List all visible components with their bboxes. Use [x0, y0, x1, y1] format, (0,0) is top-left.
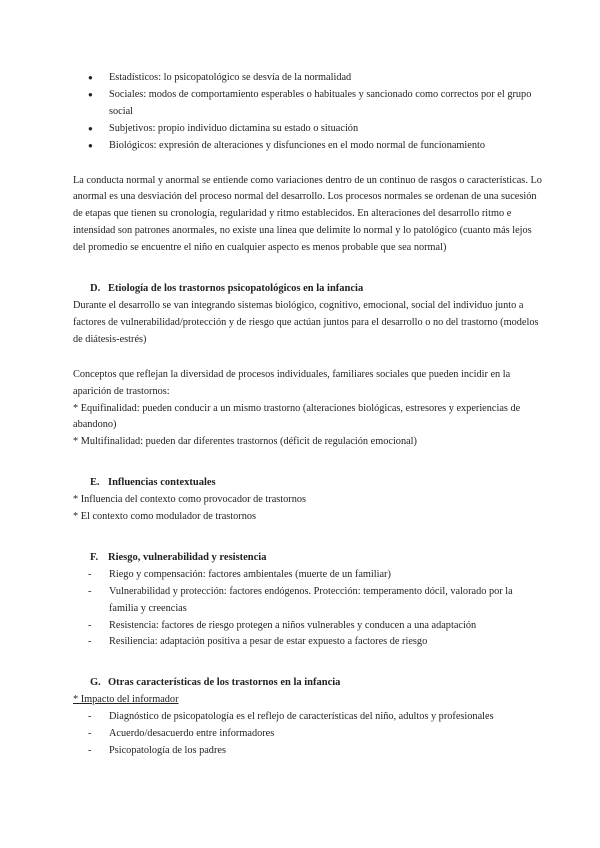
list-item: ● Sociales: modos de comportamiento esperables o habituales y sancionado como correctos por el grupo social — [88, 88, 532, 117]
risk-list — [73, 567, 543, 652]
informant-list — [73, 709, 543, 760]
list-item: ● Estadísticos: lo psicopatológico se desvía de la normalidad — [73, 70, 543, 87]
bullet-icon: ● — [88, 123, 93, 133]
bullet-icon: ● — [88, 140, 93, 150]
list-item: - Riego y compensación: factores ambientales (muerte de un familiar) — [73, 567, 543, 584]
section-d-heading: D. Etiología de los trastornos psicopatológicos en la infancia — [90, 283, 364, 295]
dash-icon: - — [88, 711, 92, 723]
document-body — [73, 70, 543, 760]
section-d-concepts: Conceptos que reflejan la diversidad de procesos individuales, familiares sociales que pueden incidir en la aparición de trastornos: — [73, 368, 511, 397]
bullet-icon: ● — [88, 89, 93, 99]
dash-icon: - — [88, 568, 92, 580]
section-g-heading: G. Otras características de los trastornos en la infancia — [90, 677, 341, 689]
dash-icon: - — [88, 636, 92, 648]
bullet-icon: ● — [88, 73, 93, 82]
informant-subheading: * Impacto del informador — [73, 694, 179, 706]
context-line: * El contexto como modulador de trastornos — [73, 511, 257, 523]
dash-icon: - — [88, 619, 92, 631]
list-item: ● Subjetivos: propio individuo dictamina su estado o situación — [73, 121, 543, 138]
list-item: - Resistencia: factores de riesgo protegen a niños vulnerables y conducen a una adaptación — [73, 618, 543, 635]
section-d-paragraph: Durante el desarrollo se van integrando sistemas biológico, cognitivo, emocional, social del individuo junto a factores de vulnerabilidad/protección y de riesgo que actúan juntos para el desarrollo o no del trastorno (modelos de diátesis-estrés) — [73, 299, 539, 345]
normality-criteria-list — [73, 70, 543, 155]
list-item: - Acuerdo/desacuerdo entre informadores — [73, 726, 543, 743]
list-item: - Vulnerabilidad y protección: factores endógenos. Protección: temperamento dócil, valorado por la familia y creencias — [88, 585, 513, 614]
list-item: - Psicopatología de los padres — [73, 743, 543, 760]
dash-icon: - — [88, 585, 92, 597]
list-item: - Resiliencia: adaptación positiva a pesar de estar expuesto a factores de riesgo — [73, 634, 543, 651]
list-item: - Diagnóstico de psicopatología es el reflejo de características del niño, adultos y profesionales — [73, 709, 543, 726]
context-line: * Influencia del contexto como provocador de trastornos — [73, 494, 307, 506]
list-item: ● Biológicos: expresión de alteraciones y disfunciones en el modo normal de funcionamiento — [73, 138, 543, 155]
dash-icon: - — [88, 728, 92, 740]
dash-icon: - — [88, 745, 92, 756]
intro-paragraph: La conducta normal y anormal se entiende como variaciones dentro de un continuo de rasgos o características. Lo anormal es una desviación del proceso normal del desarrollo. Los procesos normales se ordenan de una sucesión de etapas que tienen su cronología, regularidad y ritmo establecidos. En alteraciones del desarrollo ritmo e intensidad son patrones anormales, no existe una línea que delimite lo normal y lo patológico (cuanto más lejos del promedio se encuentre el niño en cualquier aspecto es menos probable que sea normal) — [73, 174, 542, 254]
equifinality-line: * Equifinalidad: pueden conducir a un mismo trastorno (alteraciones biológicas, estresores y experiencias de abandono) — [73, 402, 521, 431]
section-f-heading: F. Riesgo, vulnerabilidad y resistencia — [90, 551, 267, 563]
multifinality-line: * Multifinalidad: pueden dar diferentes trastornos (déficit de regulación emocional) — [73, 436, 417, 448]
section-e-heading: E. Influencias contextuales — [90, 477, 216, 489]
